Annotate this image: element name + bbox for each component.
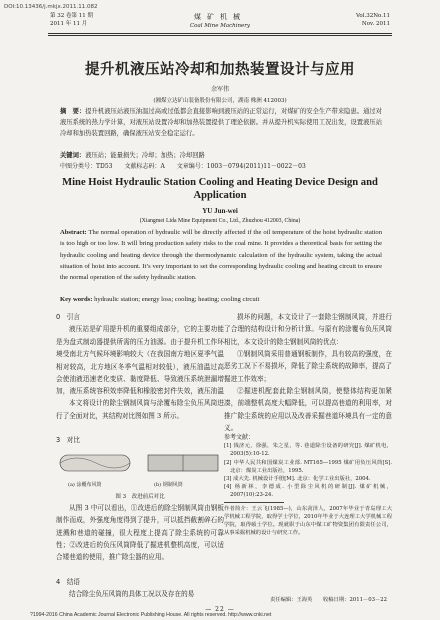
keywords-cn — [60, 150, 382, 159]
reference-item: [4] 杨新林，李德成. 小型除尘风机的研制[J]. 煤矿机械，2007(10):23-24. — [224, 484, 392, 499]
date-cn: 2011 年 11 月 — [50, 20, 88, 27]
author-en: YU Jun-wei — [202, 207, 238, 215]
intro-heading: 0 引言 — [56, 313, 80, 321]
references — [224, 434, 392, 500]
section4-heading: 4 结语 — [56, 577, 80, 586]
keywords-en — [60, 296, 382, 303]
keywords-cn-label: 关键词： — [60, 152, 86, 159]
journal-name-cn: 煤矿机械 — [194, 13, 246, 21]
header-journal — [160, 12, 280, 29]
affiliation-en: (Xiangmei Lida Mine Equipment Co., Ltd., Zhuzhou 412003, China) — [139, 218, 301, 224]
abstract-cn — [60, 106, 382, 139]
date-en: Nov. 2011 — [361, 20, 390, 27]
reference-item: [2] 中华人民共和国煤炭工业部. MT165—1995 煤矿用负压风筒[S]. 北京：煤炭工业出版社，1995. — [224, 459, 392, 474]
doi: DOI:10.13436/j.mkjx.2011.11.082 — [4, 4, 98, 10]
affiliation-cn: (湘煤立达矿山装备股份有限公司，湖南 株洲 412003) — [153, 98, 287, 104]
section3-paragraph: 从图 3 中可以看出，①改进后的除尘钢制风筒由钢板制作而成，外强度角度得到了提升，可以抵挡截割碎石的迸溅和巷道的碰撞，很大程度上提高了除尘系统的可靠性；②改进后的负压风筒降低了掘进机整机高度，可以适合矮巷道的使用，推广除尘器的应用。 — [56, 503, 224, 562]
section3-heading: 3 对比 — [56, 436, 80, 445]
volume-cn: 第 32 卷第 11 期 — [50, 13, 93, 19]
abstract-cn-label: 摘 要： — [60, 108, 86, 115]
reference-item: [3] 成大先. 机械设计手册[M]. 北京：化学工业出版社，2004. — [224, 476, 371, 483]
header-rule-thin — [48, 35, 392, 36]
volume-en: Vol.32No.11 — [355, 13, 390, 19]
footnote-rule — [224, 502, 284, 503]
figure-3a-label: (a) 涂覆布风筒 — [68, 481, 102, 488]
editor-info: 责任编辑：王海英 收稿日期：2011－03－22 — [270, 597, 388, 603]
abstract-en-text: The normal operation of hydraulic will be directly affected if the oil temperature of the hoist hydraulic station is too high or too low. It will bring production safety risks to the coal mine. It provides a theoretical basis for setting the hydraulic cooling and heating device through the thermodynamic calculation of the hydraulic system, taking the actual situation of hoist into account. It’s very important to set the corresponding hydraulic cooling and heating circuit to ensure the normal operation of the safety hydraulic station. — [60, 229, 383, 282]
keywords-en-label: Key words: — [60, 296, 93, 303]
section4-paragraph: 结合除尘负压风筒的具体工况以及存在的易 — [69, 590, 195, 599]
title-en: Mine Hoist Hydraulic Station Cooling and Heating Device Design and Application — [62, 177, 378, 201]
abstract-en-label: Abstract: — [60, 229, 87, 236]
figure-3b-label: (b) 钢制风筒 — [154, 481, 183, 488]
header-rule — [48, 33, 392, 34]
reference-item: [1] 钱济元，徐强，朱之星，等. 巷道除尘设备的研究[J]. 煤矿机电，2003(5):10-12. — [224, 443, 392, 458]
fig-a-duct — [60, 455, 130, 471]
abstract-cn-text: 提升机液压站液压油温过高或过低都会直接影响到液压站的正常运行，对煤矿的安全生产带来隐患。通过对液压系统的热力学计算，对液压站设置冷却和加热装置提供了理论依据。并从提升机实际使用工况出发，设置液压站冷却和加热装置回路，确保液压站安全稳定运行。 — [60, 108, 383, 137]
abstract-en — [60, 227, 382, 283]
author-footnote: 作者简介：王云飞(1985—)，山东菏泽人，2007年毕业于青岛理工大学机械工程学院，取得学士学位，2010年毕业于大连理工大学机械工程学院，取得硕士学位。现就职于山东中煤工矿物资集团有限责任公司，从事采掘机械的设计与研究工作。 — [224, 505, 392, 537]
header-volume-cn — [50, 13, 93, 28]
journal-name-en: Coal Mine Machinery — [189, 23, 251, 29]
figure-3-drawing — [56, 449, 224, 483]
title-cn: 提升机液压站冷却和加热装置设计与应用 — [85, 62, 355, 78]
references-heading: 参考文献： — [224, 434, 255, 441]
section3-intro-paragraph: 本文将设计的除尘钢制风筒与涂覆布除尘负压风筒进行了全面对比，其结构对比图如图 3 所示。 — [56, 399, 224, 420]
right-paragraph-1: 损坏的问题，本文设计了一套除尘钢制风筒，并进行了合理的结构设计和分析计算。与原有的涂覆布负压风筒相比，本文设计的除尘钢制风筒的优点： — [224, 313, 392, 346]
intro-paragraph: 液压站是矿用提升机的重要组成部分，它的主要功能是为盘式制动器提供所需的压力油源。由于提升机工作环境受南北方气候环境影响较大（在我国南方地区夏季气温相对较高，北方地区冬季气温相对较低），液压油温过高会使油液迅速老化变质、黏度降低、导致液压系统泄漏增加，液压系统容积效率降低和橡胶密封件失效，液压油温 — [56, 325, 224, 396]
keywords-cn-text: 液压站；能量损失；冷却；加热；冷却回路 — [85, 152, 205, 159]
author-cn: 余军伟 — [210, 86, 229, 93]
figure-3 — [56, 449, 224, 493]
page-number: — 22 — — [205, 606, 235, 613]
classification-cn: 中图分类号：TD53 文献标志码：A 文章编号：1003－0794(2011)11－0022－03 — [60, 163, 306, 170]
right-paragraph-2: ①钢制风筒采用普通钢板制作，具有较高的强度，在恶劣工况下不易损坏，降低了除尘系统的故障率，提高了掘进工作效率； — [224, 350, 392, 383]
copyright-footer: ?1994-2016 China Academic Journal Electronic Publishing House. All rights reserved. http://www.cnki.net — [30, 612, 272, 618]
right-paragraph-3: ②掘进机配套此除尘钢制风筒，使整体结构更加紧凑，前端整机高度大幅降低，可以提高巷道的利用率，对推广除尘系统的应用以及改善采掘巷道环境具有一定的意义。 — [224, 387, 392, 433]
right-column — [224, 311, 392, 538]
figure-3-caption: 图 3 改进前后对比 — [115, 493, 165, 500]
keywords-en-text: hydraulic station; energy loss; cooling; heating; cooling circuit — [94, 296, 260, 303]
left-column — [56, 311, 224, 601]
header-volume-en — [356, 13, 390, 28]
